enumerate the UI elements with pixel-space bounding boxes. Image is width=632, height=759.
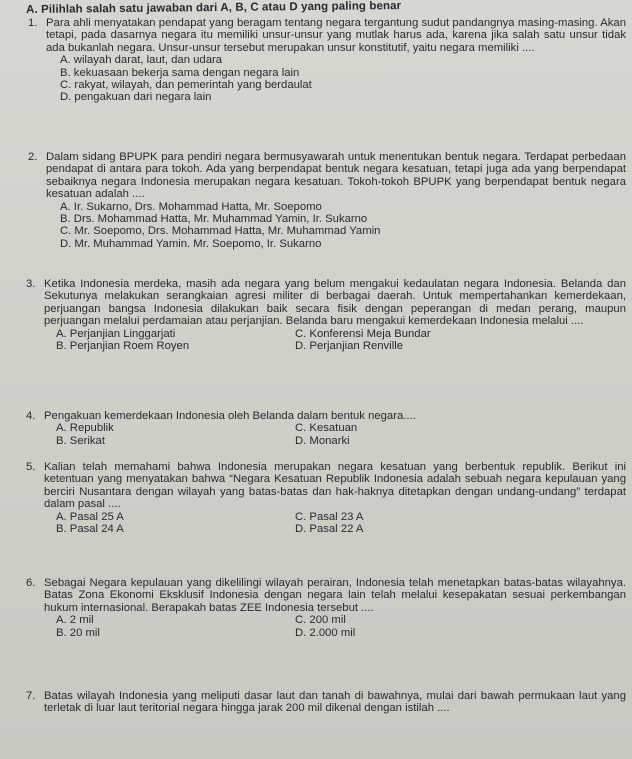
question-6 <box>26 577 626 639</box>
question-2 <box>28 151 626 250</box>
option-a[interactable]: A. Pasal 25 A <box>56 510 124 523</box>
question-4 <box>26 410 626 447</box>
option-d[interactable]: D. Monarki <box>295 434 350 447</box>
section-instruction: A. Pilihlah salah satu jawaban dari A, B, C atau D yang paling benar <box>26 0 402 16</box>
option-c[interactable]: C. Kesatuan <box>295 422 358 435</box>
option-d[interactable]: D. Perjanjian Renville <box>295 340 403 353</box>
option-b[interactable]: B. Pasal 24 A <box>56 523 124 536</box>
option-b[interactable]: B. 20 mil <box>56 626 100 639</box>
option-d[interactable]: D. pengakuan dari negara lain <box>60 91 212 104</box>
question-text: Batas wilayah Indonesia yang meliputi dasar laut dan tanah di bawahnya, mulai dari bawah permukaan laut yang terletak di luar laut teritorial negara hingga jarak 200 mil dikenal dengan istilah .... <box>44 690 626 715</box>
question-text: Sebagai Negara kepulauan yang dikelilingi wilayah perairan, Indonesia telah menetapkan batas-batas wilayahnya. Batas Zona Ekonomi Eksklusif Indonesia dengan negara lain telah melalui kesepakatan sesuai perkembangan hukum internasional. Berapakah batas ZEE Indonesia tersebut .... <box>44 577 626 614</box>
question-number: 3. <box>26 278 36 290</box>
question-number: 7. <box>26 690 36 702</box>
option-d[interactable]: D. 2.000 mil <box>295 626 356 639</box>
option-b[interactable]: B. kekuasaan bekerja sama dengan negara lain <box>60 66 300 79</box>
question-text: Para ahli menyatakan pendapat yang beragam tentang negara tergantung sudut pandangnya masing-masing. Akan tetapi, pada dasarnya negara itu memiliki unsur-unsur yang mutlak harus ada, karena jika salah satu unsur tidak ada bukanlah negara. Unsur-unsur tersebut merupakan unsur konstitutif, yaitu negara memiliki .... <box>46 17 626 54</box>
question-number: 2. <box>28 151 38 163</box>
question-stem <box>26 577 626 614</box>
question-stem <box>26 410 626 422</box>
option-a[interactable]: A. Perjanjian Linggarjati <box>56 327 176 340</box>
option-c[interactable]: C. rakyat, wilayah, dan pemerintah yang berdaulat <box>60 79 312 92</box>
question-5 <box>26 461 626 535</box>
option-d[interactable]: D. Mr. Muhammad Yamin. Mr. Soepomo, Ir. Sukarno <box>60 237 322 250</box>
question-text: Ketika Indonesia merdeka, masih ada negara yang belum mengakui kedaulatan negara Indonesia. Belanda dan Sekutunya melakukan serangkaian agresi militer di berbagai daerah. Untuk mempertahankan kemerdekaan, perjuangan bangsa Indonesia dilakukan baik secara fisik dengan peperangan di medan perang, maupun perjuangan melalui perdamaian atau perjanjian. Belanda baru mengakui kemerdekaan Indonesia melalui .... <box>44 278 626 328</box>
question-stem <box>26 278 626 328</box>
question-stem <box>28 151 626 201</box>
question-1 <box>28 17 626 104</box>
option-c[interactable]: C. Mr. Soepomo, Drs. Mohammad Hatta, Mr. Muhammad Yamin <box>60 225 381 238</box>
option-d[interactable]: D. Pasal 22 A <box>295 523 364 536</box>
question-stem <box>26 461 626 511</box>
question-number: 5. <box>26 461 36 473</box>
question-number: 6. <box>26 577 36 589</box>
question-text: Kalian telah memahami bahwa Indonesia merupakan negara kesatuan yang berbentuk republik. Berikut ini ketentuan yang menyatakan bahwa “Negara Kesatuan Republik Indonesia adalah sebuah negara kepulauan yang berciri Nusantara dengan wilayah yang batas-batas dan hak-haknya ditetapkan dengan undang-undang” terdapat dalam pasal .... <box>44 461 626 511</box>
option-a[interactable]: A. 2 mil <box>56 614 94 627</box>
option-b[interactable]: B. Perjanjian Roem Royen <box>56 340 190 353</box>
option-a[interactable]: A. Republik <box>56 422 114 435</box>
option-b[interactable]: B. Serikat <box>56 434 105 447</box>
option-b[interactable]: B. Drs. Mohammad Hatta, Mr. Muhammad Yamin, Ir. Sukarno <box>60 213 368 226</box>
question-stem <box>28 17 626 54</box>
question-3 <box>26 278 626 352</box>
option-c[interactable]: C. Konferensi Meja Bundar <box>295 327 431 340</box>
question-7 <box>26 690 626 715</box>
question-number: 1. <box>28 17 38 29</box>
option-a[interactable]: A. wilayah darat, laut, dan udara <box>60 54 223 67</box>
option-c[interactable]: C. 200 mil <box>295 614 346 627</box>
option-c[interactable]: C. Pasal 23 A <box>295 510 364 523</box>
question-stem <box>26 690 626 715</box>
question-text: Pengakuan kemerdekaan Indonesia oleh Belanda dalam bentuk negara.... <box>44 410 416 422</box>
question-text: Dalam sidang BPUPK para pendiri negara bermusyawarah untuk menentukan bentuk negara. Terdapat perbedaan pendapat di antara para tokoh. Ada yang berpendapat bentuk negara kesatuan, tetapi juga ada yang berpendapat sebaiknya negara Indonesia merupakan negara kesatuan. Tokoh-tokoh BPUPK yang berpendapat bentuk negara kesatuan adalah .... <box>46 151 626 201</box>
question-number: 4. <box>26 410 36 422</box>
option-a[interactable]: A. Ir. Sukarno, Drs. Mohammad Hatta, Mr. Soepomo <box>60 200 322 213</box>
